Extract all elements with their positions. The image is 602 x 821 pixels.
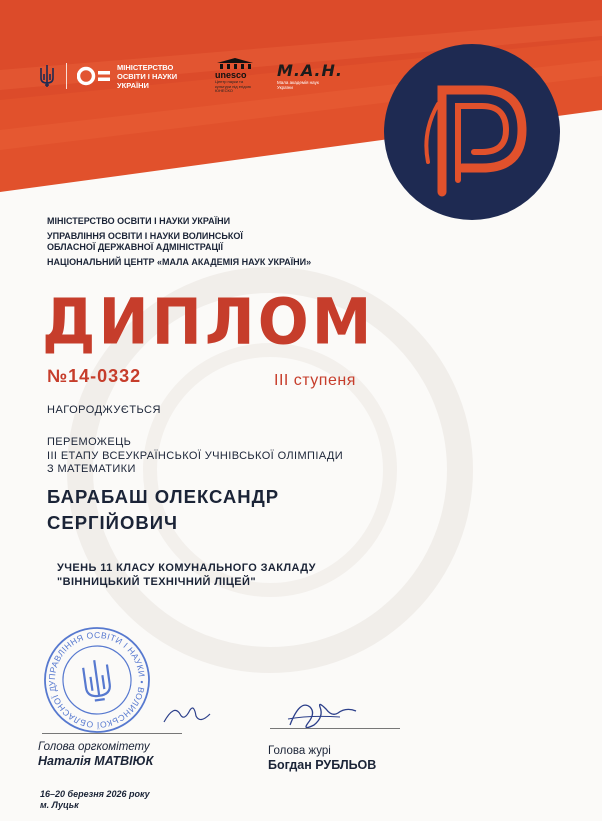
header-logos — [38, 58, 343, 94]
ministry-logo-icon — [77, 66, 111, 86]
winner-line: ПЕРЕМОЖЕЦЬ — [47, 436, 132, 448]
diploma-number: №14-0332 — [47, 366, 142, 386]
organizations-list — [47, 216, 311, 268]
unesco-temple-icon — [215, 58, 255, 70]
man-logo — [277, 62, 343, 90]
left-signature-line — [42, 733, 182, 734]
issue-place-date — [40, 789, 150, 811]
official-seal-stamp — [28, 626, 166, 734]
winner-line: З МАТЕМАТИКИ — [47, 463, 136, 475]
diploma-degree: III ступеня — [274, 372, 356, 389]
school-line: УЧЕНЬ 11 КЛАСУ КОМУНАЛЬНОГО ЗАКЛАДУ — [57, 562, 316, 574]
recipient-name-line: СЕРГІЙОВИЧ — [47, 512, 179, 533]
trident-icon — [38, 64, 56, 88]
logo-separator — [66, 63, 67, 89]
right-signatory-name: Богдан РУБЛЬОВ — [268, 758, 377, 772]
organization-line: ОБЛАСНОЇ ДЕРЖАВНОЇ АДМІНІСТРАЦІЇ — [47, 242, 224, 252]
left-signatory-name: Наталія МАТВІЮК — [38, 754, 154, 768]
left-signature — [160, 700, 215, 730]
issue-city: м. Луцьк — [40, 800, 79, 810]
school-description — [57, 562, 316, 589]
organization-line: МІНІСТЕРСТВО ОСВІТИ І НАУКИ УКРАЇНИ — [47, 216, 231, 226]
unesco-name: unesco — [215, 70, 247, 81]
ministry-logo-line: ОСВІТИ І НАУКИ — [117, 71, 178, 81]
unesco-logo — [215, 58, 257, 94]
winner-line: III ЕТАПУ ВСЕУКРАЇНСЬКОЇ УЧНІВСЬКОЇ ОЛІМПІАДИ — [47, 449, 344, 462]
ministry-logo-line: УКРАЇНИ — [117, 80, 149, 90]
right-signature — [280, 695, 360, 737]
awarded-label: НАГОРОДЖУЄТЬСЯ — [47, 404, 161, 416]
svg-text:УПРАВЛІННЯ ОСВІТИ І НАУКИ • ВО: УПРАВЛІННЯ ОСВІТИ І НАУКИ • ВОЛИНСЬКОЇ ОБЛАСНОЇ ДЕРЖАВНОЇ — [46, 629, 148, 731]
unesco-subtitle: Центр науки та культури під егідою ЮНЕСКО — [215, 79, 251, 94]
organization-line: УПРАВЛІННЯ ОСВІТИ І НАУКИ ВОЛИНСЬКОЇ — [47, 230, 243, 241]
right-signatory-role: Голова журі — [268, 745, 331, 757]
left-signatory — [38, 740, 153, 768]
ministry-logo-line: МІНІСТЕРСТВО — [117, 62, 174, 72]
right-signature-line — [270, 728, 400, 729]
school-line: "ВІННИЦЬКИЙ ТЕХНІЧНИЙ ЛІЦЕЙ" — [57, 575, 256, 588]
man-logo-name: М.А.Н. — [277, 61, 343, 80]
right-signatory — [268, 744, 376, 772]
diploma-title: ДИПЛОМ — [42, 286, 375, 360]
man-logo-subtitle: Мала академія наук України — [277, 80, 319, 90]
recipient-name-line: БАРАБАШ ОЛЕКСАНДР — [47, 486, 280, 507]
olympiad-emblem-icon — [382, 42, 562, 222]
winner-description — [47, 436, 343, 477]
issue-dates: 16–20 березня 2026 року — [40, 789, 150, 799]
ministry-logo-text — [117, 63, 195, 90]
organization-line: НАЦІОНАЛЬНИЙ ЦЕНТР «МАЛА АКАДЕМІЯ НАУК УКРАЇНИ» — [47, 256, 312, 267]
left-signatory-role: Голова оргкомітету — [38, 741, 150, 753]
recipient-name — [47, 484, 279, 536]
